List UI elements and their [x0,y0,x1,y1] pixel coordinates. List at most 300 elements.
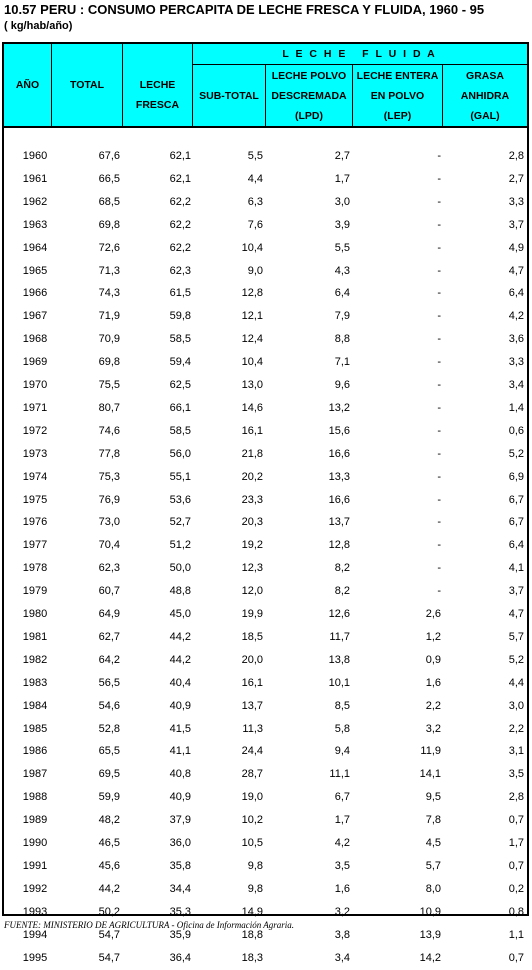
table-row [4,145,527,168]
cell-gal: 2,8 [508,150,524,162]
cell-lep: 13,9 [419,928,441,941]
header-subtotal-label: SUB-TOTAL [199,89,259,102]
cell-lpd: 5,8 [334,722,350,735]
cell-lep: 2,6 [425,608,441,620]
cell-sub-total: 12,1 [241,310,263,323]
table-row [4,351,527,374]
cell-lep: - [437,493,441,506]
cell-sub-total: 24,4 [241,745,263,758]
cell-leche-fresca: 53,6 [169,493,191,506]
cell-total: 54,7 [98,928,120,941]
cell-total: 75,3 [98,470,120,483]
cell-year: 1980 [22,608,48,620]
cell-lpd: 13,3 [328,470,350,483]
table-row [4,397,527,420]
cell-total: 74,6 [98,424,120,437]
cell-gal: 5,2 [508,447,524,460]
cell-total: 80,7 [98,401,120,414]
table-row [4,740,527,763]
cell-leche-fresca: 55,1 [169,470,191,483]
cell-lpd: 1,7 [334,814,350,827]
cell-year: 1974 [22,470,48,483]
cell-total: 54,7 [98,951,120,964]
header-lpd [266,65,352,126]
cell-lep: 2,2 [425,699,441,712]
cell-total: 73,0 [98,516,120,529]
cell-year: 1965 [22,264,48,277]
cell-year: 1976 [22,516,48,529]
cell-lpd: 3,2 [334,905,350,918]
cell-gal: 1,7 [508,837,524,849]
cell-gal: 0,2 [508,882,524,895]
cell-year: 1963 [22,218,48,231]
cell-sub-total: 16,1 [241,424,263,437]
cell-lpd: 16,6 [328,493,350,506]
cell-lep: 4,5 [425,837,441,849]
cell-gal: 6,7 [508,493,524,506]
cell-year: 1975 [22,493,48,506]
cell-gal: 2,7 [508,172,524,185]
cell-gal: 6,7 [508,516,524,529]
cell-lpd: 8,2 [334,562,350,575]
cell-leche-fresca: 36,4 [169,951,191,964]
cell-sub-total: 10,5 [241,837,263,849]
cell-leche-fresca: 61,5 [169,287,191,300]
cell-leche-fresca: 40,9 [169,699,191,712]
cell-leche-fresca: 56,0 [169,447,191,460]
cell-year: 1990 [22,837,48,849]
cell-lpd: 1,6 [334,882,350,895]
cell-lpd: 13,2 [328,401,350,414]
cell-lep: - [437,150,441,162]
cell-lpd: 3,4 [334,951,350,964]
cell-year: 1981 [22,630,48,643]
cell-gal: 3,7 [508,585,524,598]
cell-total: 69,8 [98,218,120,231]
cell-total: 76,9 [98,493,120,506]
table-row [4,557,527,580]
cell-total: 48,2 [98,814,120,827]
cell-leche-fresca: 35,3 [169,905,191,918]
table-row [4,328,527,351]
cell-gal: 3,3 [508,356,524,369]
cell-total: 52,8 [98,722,120,735]
cell-lpd: 4,2 [334,837,350,849]
cell-leche-fresca: 52,7 [169,516,191,529]
cell-leche-fresca: 62,1 [169,172,191,185]
cell-lep: 3,2 [425,722,441,735]
cell-total: 66,5 [98,172,120,185]
cell-sub-total: 12,3 [241,562,263,575]
cell-sub-total: 9,0 [247,264,263,277]
cell-year: 1991 [22,859,48,872]
cell-leche-fresca: 58,5 [169,333,191,346]
table-row [4,695,527,718]
cell-lep: 0,9 [425,653,441,666]
cell-year: 1960 [22,150,48,162]
header-lpd-line3: (LPD) [295,109,323,122]
cell-year: 1985 [22,722,48,735]
cell-lpd: 2,7 [334,150,350,162]
cell-lpd: 3,5 [334,859,350,872]
header-anio [4,44,51,126]
cell-total: 46,5 [98,837,120,849]
table-row [4,420,527,443]
cell-lpd: 7,1 [334,356,350,369]
cell-leche-fresca: 50,0 [169,562,191,575]
cell-total: 69,8 [98,356,120,369]
header-lep-line1: LECHE ENTERA [356,69,439,82]
cell-leche-fresca: 35,9 [169,928,191,941]
cell-lpd: 6,4 [334,287,350,300]
cell-total: 45,6 [98,859,120,872]
cell-year: 1993 [22,905,48,918]
cell-total: 59,9 [98,791,120,804]
cell-lep: 8,0 [425,882,441,895]
cell-year: 1992 [22,882,48,895]
cell-sub-total: 19,9 [241,608,263,620]
table-row [4,489,527,512]
cell-leche-fresca: 44,2 [169,653,191,666]
header-lep-line2: EN POLVO [370,89,425,102]
cell-gal: 3,4 [508,379,524,391]
cell-sub-total: 12,4 [241,333,263,346]
header-total [52,44,122,126]
cell-leche-fresca: 45,0 [169,608,191,620]
cell-lep: - [437,356,441,369]
cell-lpd: 4,3 [334,264,350,277]
cell-total: 65,5 [98,745,120,758]
cell-lep: - [437,287,441,300]
cell-leche-fresca: 48,8 [169,585,191,598]
source-footnote: FUENTE: MINISTERIO DE AGRICULTURA - Oficina de Información Agraria. [4,920,295,930]
cell-lep: - [437,562,441,575]
cell-gal: 4,9 [508,241,524,254]
cell-total: 64,2 [98,653,120,666]
cell-gal: 0,6 [508,424,524,437]
cell-lep: 7,8 [425,814,441,827]
cell-year: 1988 [22,791,48,804]
table-row [4,168,527,191]
cell-sub-total: 20,3 [241,516,263,529]
table-row [4,809,527,832]
cell-leche-fresca: 40,9 [169,791,191,804]
cell-gal: 3,3 [508,195,524,208]
cell-sub-total: 11,3 [242,722,263,735]
table-row [4,786,527,809]
cell-year: 1971 [22,401,48,414]
table-row [4,511,527,534]
cell-lep: - [437,218,441,231]
cell-year: 1973 [22,447,48,460]
cell-leche-fresca: 62,5 [169,379,191,391]
cell-leche-fresca: 62,2 [169,241,191,254]
cell-sub-total: 18,5 [241,630,263,643]
cell-year: 1972 [22,424,48,437]
cell-sub-total: 18,3 [241,951,263,964]
cell-sub-total: 9,8 [247,859,263,872]
cell-gal: 6,4 [508,287,524,300]
cell-sub-total: 18,8 [241,928,263,941]
cell-leche-fresca: 41,5 [169,722,191,735]
cell-gal: 5,2 [508,653,524,666]
cell-lep: 14,1 [419,768,441,781]
cell-lep: - [437,379,441,391]
cell-gal: 4,2 [508,310,524,323]
cell-lep: - [437,516,441,529]
cell-year: 1987 [22,768,48,781]
header-lpd-line2: DESCREMADA [271,89,347,102]
cell-sub-total: 14,6 [241,401,263,414]
cell-leche-fresca: 36,0 [169,837,191,849]
table-row [4,878,527,901]
cell-sub-total: 20,0 [241,653,263,666]
cell-lpd: 13,8 [328,653,350,666]
cell-total: 56,5 [98,676,120,689]
cell-year: 1995 [22,951,48,964]
cell-total: 44,2 [98,882,120,895]
cell-gal: 6,4 [508,539,524,552]
cell-year: 1968 [22,333,48,346]
cell-lep: - [437,195,441,208]
cell-total: 71,9 [98,310,120,323]
cell-lpd: 8,2 [334,585,350,598]
cell-lpd: 11,7 [329,630,350,643]
cell-lpd: 1,7 [334,172,350,185]
cell-leche-fresca: 62,3 [169,264,191,277]
table-row [4,718,527,741]
cell-total: 70,9 [98,333,120,346]
cell-sub-total: 6,3 [247,195,263,208]
cell-gal: 0,7 [508,951,524,964]
cell-leche-fresca: 58,5 [169,424,191,437]
cell-lpd: 8,5 [334,699,350,712]
table-row [4,534,527,557]
cell-lpd: 3,8 [334,928,350,941]
cell-gal: 0,7 [508,814,524,827]
table-row [4,305,527,328]
cell-total: 62,7 [98,630,120,643]
cell-gal: 2,2 [508,722,524,735]
cell-gal: 3,5 [508,768,524,781]
cell-year: 1969 [22,356,48,369]
cell-leche-fresca: 51,2 [169,539,191,552]
cell-lep: - [437,470,441,483]
cell-lpd: 3,9 [334,218,350,231]
cell-year: 1966 [22,287,48,300]
cell-gal: 5,7 [508,630,524,643]
cell-gal: 4,4 [508,676,524,689]
table-row [4,947,527,970]
header-gal [443,65,527,126]
cell-leche-fresca: 66,1 [169,401,191,414]
table-row [4,832,527,855]
cell-gal: 0,7 [508,859,524,872]
cell-lep: 1,2 [425,630,441,643]
cell-leche-fresca: 41,1 [169,745,191,758]
header-anio-label: AÑO [15,79,40,91]
cell-leche-fresca: 37,9 [169,814,191,827]
cell-gal: 6,9 [508,470,524,483]
cell-lep: - [437,264,441,277]
cell-sub-total: 12,0 [241,585,263,598]
cell-lep: - [437,447,441,460]
cell-sub-total: 16,1 [241,676,263,689]
table-row [4,237,527,260]
cell-sub-total: 21,8 [241,447,263,460]
cell-lep: 10,9 [419,905,441,918]
cell-leche-fresca: 59,8 [169,310,191,323]
cell-lep: - [437,401,441,414]
table-row [4,282,527,305]
cell-lep: - [437,424,441,437]
cell-sub-total: 10,4 [241,356,263,369]
cell-year: 1967 [22,310,48,323]
cell-lep: 14,2 [419,951,441,964]
header-gal-line2: ANHIDRA [460,89,510,102]
table-row [4,214,527,237]
cell-total: 62,3 [98,562,120,575]
cell-lpd: 8,8 [334,333,350,346]
cell-year: 1984 [22,699,48,712]
cell-total: 75,5 [98,379,120,391]
cell-year: 1983 [22,676,48,689]
table-row [4,374,527,397]
table-header [2,42,529,128]
cell-sub-total: 20,2 [241,470,263,483]
cell-gal: 4,7 [508,608,524,620]
units-subtitle: ( kg/hab/año) [4,20,73,32]
header-lep-line3: (LEP) [383,109,412,122]
cell-lep: 9,5 [425,791,441,804]
cell-year: 1982 [22,653,48,666]
cell-leche-fresca: 62,2 [169,195,191,208]
cell-sub-total: 10,2 [241,814,263,827]
header-fresca-line1: LECHE [139,79,176,91]
cell-gal: 3,0 [508,699,524,712]
cell-total: 54,6 [98,699,120,712]
header-fresca-line2: FRESCA [135,99,180,111]
cell-lep: 1,6 [425,676,441,689]
cell-year: 1989 [22,814,48,827]
table-row [4,603,527,626]
cell-gal: 1,4 [508,401,524,414]
table-row [4,580,527,603]
cell-gal: 1,1 [508,928,524,941]
cell-leche-fresca: 62,2 [169,218,191,231]
header-subtotal [193,65,265,126]
cell-total: 50,2 [98,905,120,918]
cell-gal: 3,7 [508,218,524,231]
cell-lpd: 5,5 [334,241,350,254]
cell-sub-total: 13,7 [241,699,263,712]
cell-sub-total: 13,0 [241,379,263,391]
cell-leche-fresca: 35,8 [169,859,191,872]
cell-sub-total: 23,3 [241,493,263,506]
cell-lpd: 3,0 [334,195,350,208]
cell-total: 60,7 [98,585,120,598]
cell-year: 1978 [22,562,48,575]
cell-sub-total: 19,0 [241,791,263,804]
cell-sub-total: 7,6 [247,218,263,231]
cell-gal: 2,8 [508,791,524,804]
cell-lep: - [437,333,441,346]
cell-year: 1970 [22,379,48,391]
header-gal-line1: GRASA [466,69,504,82]
cell-total: 69,5 [98,768,120,781]
cell-leche-fresca: 40,4 [169,676,191,689]
table-row [4,466,527,489]
cell-year: 1961 [22,172,48,185]
cell-gal: 3,1 [508,745,524,758]
cell-leche-fresca: 40,8 [169,768,191,781]
cell-year: 1979 [22,585,48,598]
header-leche-fresca [123,64,192,126]
cell-lpd: 9,4 [334,745,350,758]
cell-lpd: 16,6 [328,447,350,460]
cell-year: 1986 [22,745,48,758]
table-row [4,260,527,283]
cell-gal: 4,1 [508,562,524,575]
cell-sub-total: 12,8 [241,287,263,300]
cell-leche-fresca: 62,1 [169,150,191,162]
cell-total: 71,3 [98,264,120,277]
cell-year: 1977 [22,539,48,552]
cell-year: 1964 [22,241,48,254]
cell-total: 67,6 [98,150,120,162]
cell-gal: 4,7 [508,264,524,277]
cell-sub-total: 14,9 [241,905,263,918]
cell-lep: - [437,241,441,254]
cell-lpd: 12,8 [328,539,350,552]
cell-lpd: 9,6 [334,379,350,391]
header-lpd-line1: LECHE POLVO [271,69,347,82]
table-row [4,191,527,214]
table-row [4,443,527,466]
cell-lep: - [437,585,441,598]
cell-sub-total: 28,7 [241,768,263,781]
cell-leche-fresca: 59,4 [169,356,191,369]
header-gal-line3: (GAL) [470,109,500,122]
cell-lep: - [437,539,441,552]
cell-total: 70,4 [98,539,120,552]
cell-year: 1994 [22,928,48,941]
cell-lep: - [437,172,441,185]
header-total-label: TOTAL [69,79,105,91]
cell-sub-total: 9,8 [247,882,263,895]
cell-lpd: 11,1 [329,768,350,781]
cell-sub-total: 5,5 [247,150,263,162]
cell-total: 72,6 [98,241,120,254]
table-row [4,855,527,878]
cell-lpd: 6,7 [334,791,350,804]
cell-lpd: 10,1 [328,676,350,689]
cell-lep: - [437,310,441,323]
cell-sub-total: 4,4 [247,172,263,185]
cell-lpd: 15,6 [328,424,350,437]
cell-total: 64,9 [98,608,120,620]
cell-year: 1962 [22,195,48,208]
cell-leche-fresca: 34,4 [169,882,191,895]
cell-total: 68,5 [98,195,120,208]
cell-lep: 11,9 [420,745,441,758]
page-title: 10.57 PERU : CONSUMO PERCAPITA DE LECHE FRESCA Y FLUIDA, 1960 - 95 [4,2,485,17]
cell-sub-total: 10,4 [241,241,263,254]
cell-lpd: 12,6 [328,608,350,620]
cell-lpd: 7,9 [334,310,350,323]
cell-lpd: 13,7 [328,516,350,529]
table-row [4,672,527,695]
